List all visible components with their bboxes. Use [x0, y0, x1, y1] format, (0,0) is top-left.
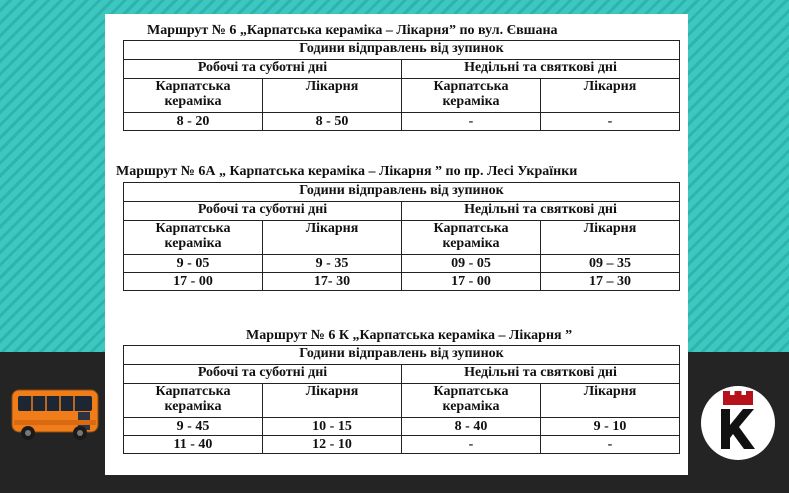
stop-b-label: Лікарня	[263, 384, 402, 418]
time-cell: 9 - 35	[263, 255, 402, 273]
stop-b-label: Лікарня	[263, 79, 402, 113]
time-cell: 09 – 35	[541, 255, 680, 273]
time-cell: 17 – 30	[541, 273, 680, 291]
stop-b-label: Лікарня	[263, 221, 402, 255]
table-row	[124, 273, 680, 291]
stop-b-label: Лікарня	[541, 79, 680, 113]
route-6-title: Маршрут № 6 „Карпатська кераміка – Лікарня” по вул. Євшана	[147, 23, 558, 38]
bus-icon	[8, 384, 102, 446]
stop-a-label: Карпатська кераміка	[124, 384, 263, 418]
time-cell: 8 - 50	[263, 113, 402, 131]
time-cell: 11 - 40	[124, 436, 263, 454]
time-cell: 10 - 15	[263, 418, 402, 436]
time-cell: 9 - 10	[541, 418, 680, 436]
stop-a-label: Карпатська кераміка	[124, 221, 263, 255]
time-cell: 17 - 00	[402, 273, 541, 291]
table-header: Години відправлень від зупинок	[124, 183, 680, 202]
time-cell: 8 - 20	[124, 113, 263, 131]
period-holiday: Недільні та святкові дні	[402, 60, 680, 79]
stop-a-label: Карпатська кераміка	[402, 384, 541, 418]
table-header: Години відправлень від зупинок	[124, 41, 680, 60]
time-cell: -	[541, 113, 680, 131]
route-6a-table	[123, 182, 680, 291]
table-row	[124, 255, 680, 273]
stop-a-label: Карпатська кераміка	[402, 221, 541, 255]
stop-a-label: Карпатська кераміка	[124, 79, 263, 113]
period-weekday: Робочі та суботні дні	[124, 202, 402, 221]
period-holiday: Недільні та святкові дні	[402, 202, 680, 221]
time-cell: -	[402, 436, 541, 454]
stop-a-label: Карпатська кераміка	[402, 79, 541, 113]
time-cell: 9 - 45	[124, 418, 263, 436]
route-6k-table	[123, 345, 680, 454]
table-row	[124, 113, 680, 131]
city-logo-icon	[700, 385, 776, 461]
table-header: Години відправлень від зупинок	[124, 346, 680, 365]
table-row	[124, 436, 680, 454]
time-cell: -	[402, 113, 541, 131]
time-cell: 17 - 00	[124, 273, 263, 291]
stop-b-label: Лікарня	[541, 384, 680, 418]
route-6k-title: Маршрут № 6 К „Карпатська кераміка – Лікарня ”	[246, 328, 573, 343]
time-cell: 09 - 05	[402, 255, 541, 273]
time-cell: 17- 30	[263, 273, 402, 291]
table-row	[124, 418, 680, 436]
schedule-sheet	[105, 14, 688, 475]
time-cell: 12 - 10	[263, 436, 402, 454]
time-cell: -	[541, 436, 680, 454]
period-weekday: Робочі та суботні дні	[124, 365, 402, 384]
period-holiday: Недільні та святкові дні	[402, 365, 680, 384]
time-cell: 8 - 40	[402, 418, 541, 436]
stop-b-label: Лікарня	[541, 221, 680, 255]
route-6-table	[123, 40, 680, 131]
period-weekday: Робочі та суботні дні	[124, 60, 402, 79]
time-cell: 9 - 05	[124, 255, 263, 273]
route-6a-title: Маршрут № 6А „ Карпатська кераміка – Лікарня ” по пр. Лесі Українки	[116, 164, 578, 179]
